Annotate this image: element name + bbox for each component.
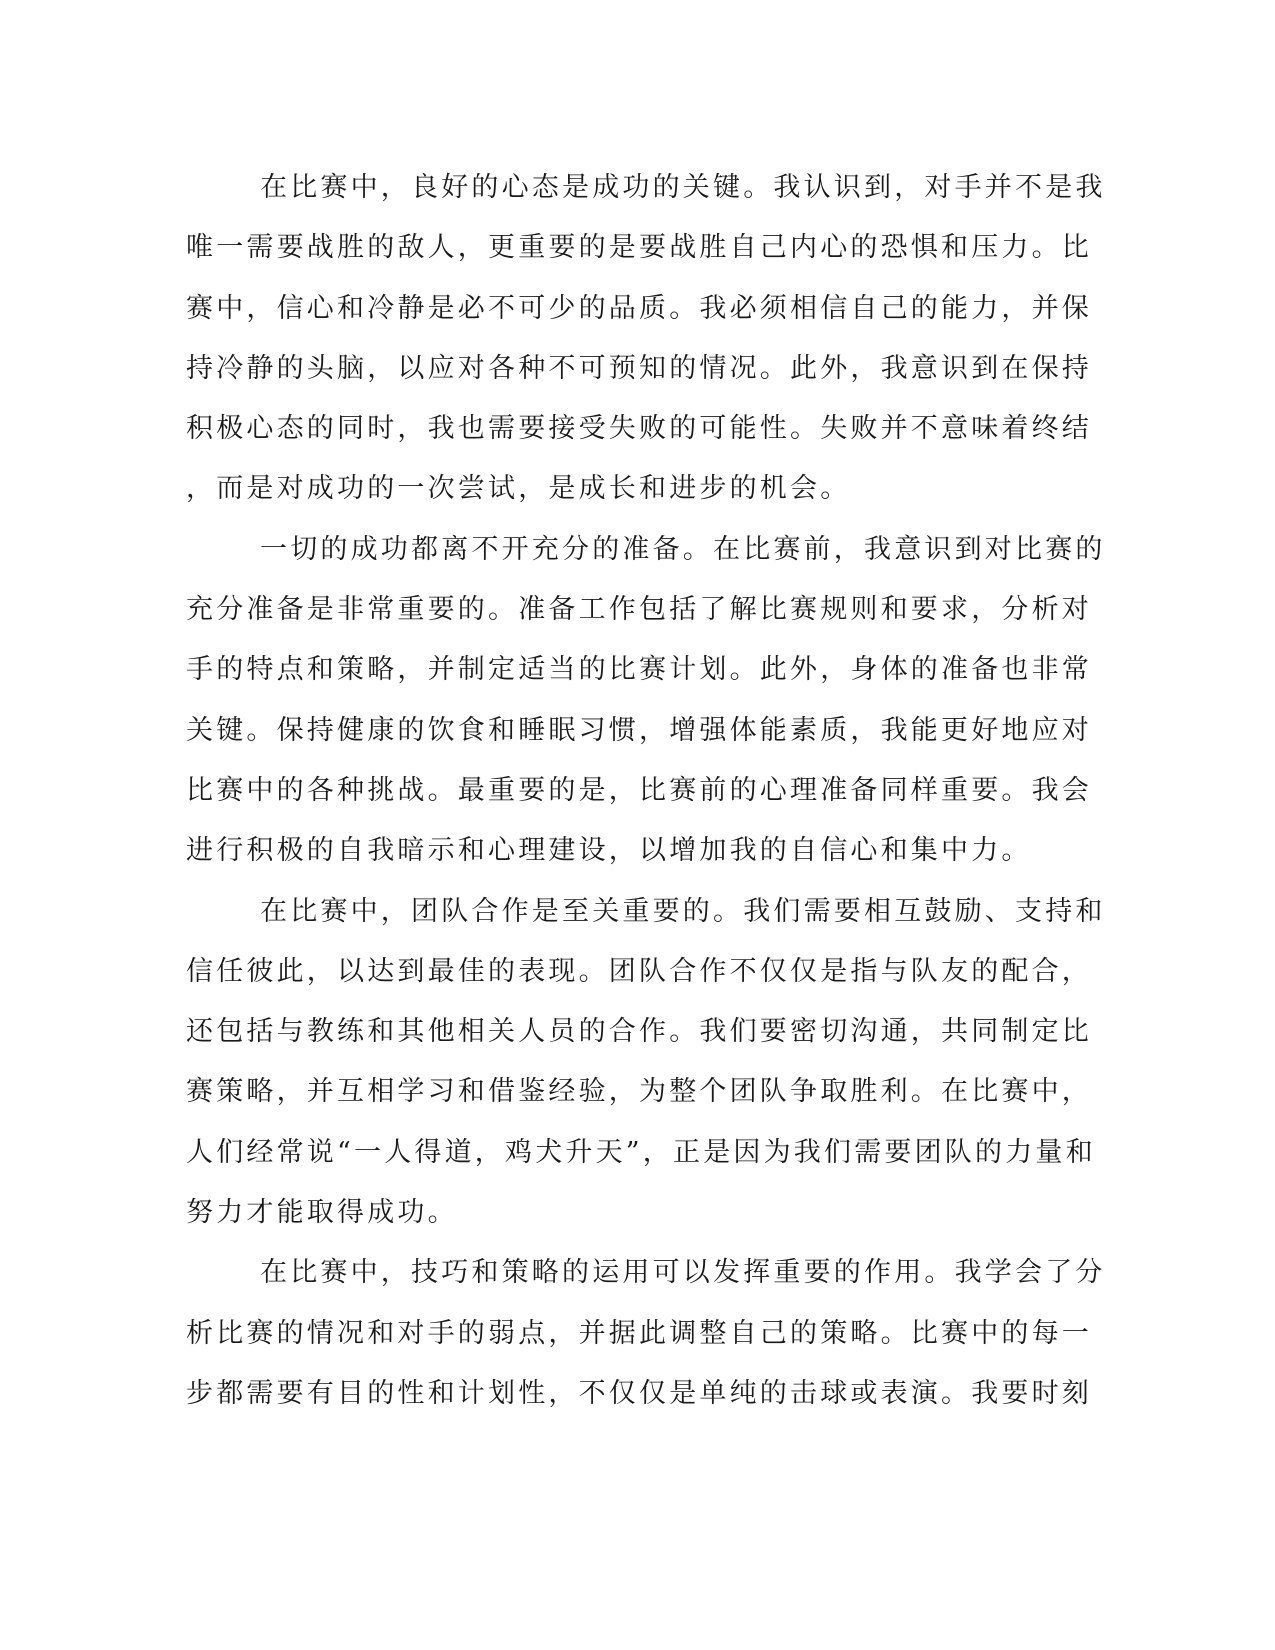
paragraph-line: 进行积极的自我暗示和心理建设，以增加我的自信心和集中力。 — [186, 835, 1032, 867]
paragraph-strategy — [186, 1243, 1106, 1424]
paragraph-line: 在比赛中，技巧和策略的运用可以发挥重要的作用。我学会了分 — [260, 1257, 1106, 1289]
paragraph-line: 积极心态的同时，我也需要接受失败的可能性。失败并不意味着终结 — [186, 413, 1092, 445]
paragraph-line: 充分准备是非常重要的。准备工作包括了解比赛规则和要求，分析对 — [186, 594, 1092, 626]
paragraph-line: 步都需要有目的性和计划性，不仅仅是单纯的击球或表演。我要时刻 — [186, 1377, 1092, 1409]
paragraph-line: ，而是对成功的一次尝试，是成长和进步的机会。 — [186, 473, 851, 505]
paragraph-line: 析比赛的情况和对手的弱点，并据此调整自己的策略。比赛中的每一 — [186, 1317, 1092, 1349]
paragraph-line: 手的特点和策略，并制定适当的比赛计划。此外，身体的准备也非常 — [186, 654, 1092, 686]
paragraph-line: 努力才能取得成功。 — [186, 1197, 458, 1229]
paragraph-preparation — [186, 520, 1106, 882]
document-body — [186, 158, 1106, 1424]
paragraph-line: 在比赛中，良好的心态是成功的关键。我认识到，对手并不是我 — [260, 172, 1106, 203]
paragraph-line: 赛策略，并互相学习和借鉴经验，为整个团队争取胜利。在比赛中， — [186, 1076, 1092, 1108]
paragraph-line: 信任彼此，以达到最佳的表现。团队合作不仅仅是指与队友的配合， — [186, 955, 1092, 987]
paragraph-line: 比赛中的各种挑战。最重要的是，比赛前的心理准备同样重要。我会 — [186, 774, 1092, 806]
paragraph-line: 还包括与教练和其他相关人员的合作。我们要密切沟通，共同制定比 — [186, 1016, 1092, 1048]
paragraph-line: 唯一需要战胜的敌人，更重要的是要战胜自己内心的恐惧和压力。比 — [186, 232, 1092, 264]
paragraph-line: 在比赛中，团队合作是至关重要的。我们需要相互鼓励、支持和 — [260, 895, 1106, 927]
paragraph-mindset — [186, 158, 1106, 520]
paragraph-line: 人们经常说“一人得道，鸡犬升天”，正是因为我们需要团队的力量和 — [186, 1136, 1096, 1168]
paragraph-line: 赛中，信心和冷静是必不可少的品质。我必须相信自己的能力，并保 — [186, 292, 1092, 324]
paragraph-line: 关键。保持健康的饮食和睡眠习惯，增强体能素质，我能更好地应对 — [186, 714, 1092, 746]
paragraph-teamwork — [186, 882, 1106, 1244]
paragraph-line: 持冷静的头脑，以应对各种不可预知的情况。此外，我意识到在保持 — [186, 352, 1092, 384]
paragraph-line: 一切的成功都离不开充分的准备。在比赛前，我意识到对比赛的 — [260, 533, 1106, 565]
